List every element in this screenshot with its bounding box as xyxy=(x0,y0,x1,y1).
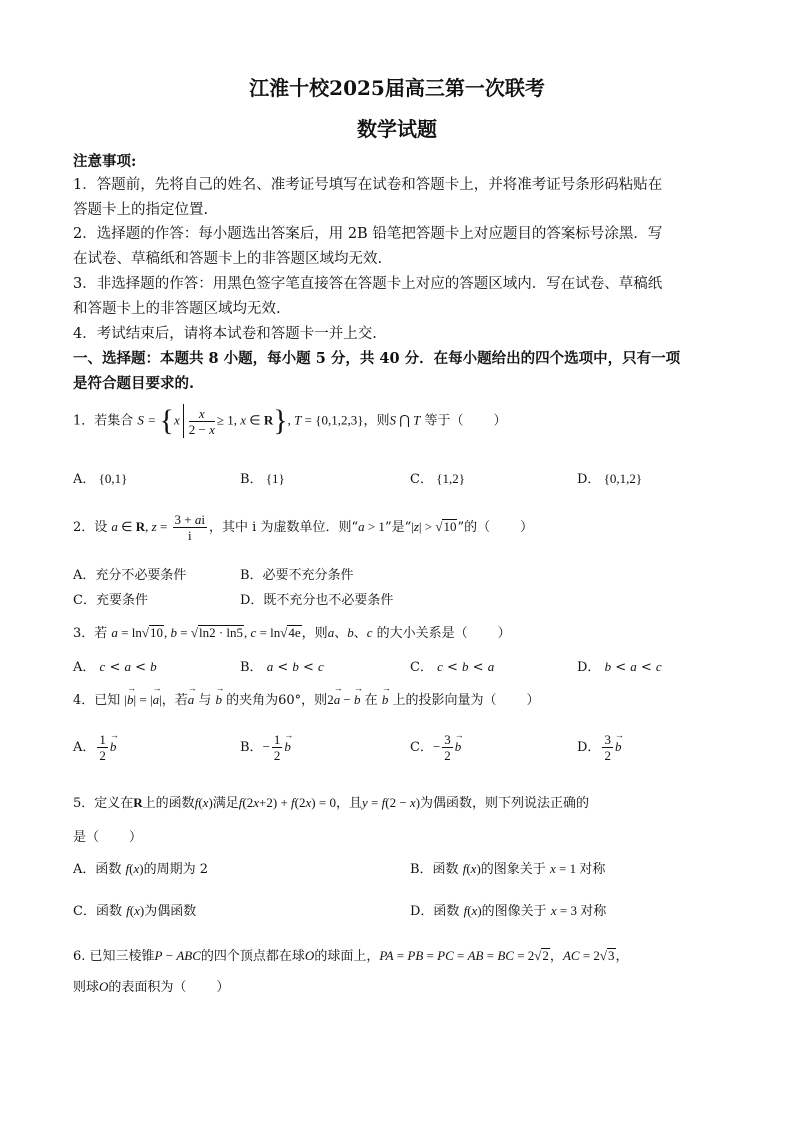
q5-option-a-pre: A．函数 xyxy=(73,862,122,877)
q4-t3: 的夹角为60°，则 xyxy=(226,693,328,708)
q6-t2: 的球面上， xyxy=(314,949,380,964)
q1-prefix: 1．若集合 xyxy=(73,413,134,429)
notice-item-1b: 答题卡上的指定位置. xyxy=(73,202,209,218)
q5-option-d-pre: D．函数 xyxy=(410,904,460,919)
q2-is: ”是“ xyxy=(384,520,412,535)
q4-option-a-label: A． xyxy=(73,740,96,755)
exam-subtitle: 数学试题 xyxy=(357,117,437,141)
notice-item-4: 4．考试结束后，请将本试卷和答题卡一并上交. xyxy=(73,326,377,342)
q1-tail: ，则 xyxy=(363,413,390,429)
question-6-line-2: 则球O的表面积为（ ） xyxy=(73,979,230,995)
q4-t5: 上的投影向量为（ xyxy=(392,693,497,708)
q1-option-b-label: B． xyxy=(240,472,263,487)
q5-prefix: 5．定义在 xyxy=(73,796,134,811)
question-1: 1．若集合 S = {x $\frac{x}{2 - x}$ ≥ 1, x ∈ R}, T = {0,1,2,3}，则S ⋂ T 等于（ ） xyxy=(73,404,507,437)
q2-option-a: A．充分不必要条件 xyxy=(73,568,187,583)
q2-end: ”的（ xyxy=(457,520,491,535)
q1-option-d-label: D． xyxy=(577,472,601,487)
q1-equals: 等于（ xyxy=(424,413,464,429)
q3-option-d: D． b < a < c xyxy=(577,659,662,675)
q3-option-c: C． c < b < a xyxy=(410,659,495,675)
q5-option-a: A．函数 f(x)的周期为 2 xyxy=(73,861,209,877)
q3-option-c-label: C． xyxy=(410,660,433,675)
q3-option-b-label: B． xyxy=(240,660,263,675)
q3-option-b: B． a < b < c xyxy=(240,659,324,675)
q3-option-a: A． c < a < b xyxy=(73,659,157,675)
q5-option-c-post: 为偶函数 xyxy=(144,904,197,919)
q1-option-c: C． {1,2} xyxy=(410,471,465,487)
q1-option-b: B． {1} xyxy=(240,471,285,487)
q4-option-d: D． $\frac{3}{2}$ → b xyxy=(577,732,621,763)
notice-item-2a: 2．选择题的作答：每小题选出答案后，用 2B 铅笔把答题卡上对应题目的答案标号涂黑．写 xyxy=(73,226,663,242)
q3-prefix: 3．若 xyxy=(73,626,108,641)
q2-prefix: 2．设 xyxy=(73,520,108,535)
q5-option-d-end: 对称 xyxy=(580,904,607,919)
q1-option-a: A． {0,1} xyxy=(73,471,128,487)
question-6: 6. 已知三棱锥P − ABC的四个顶点都在球O的球面上，PA = PB = PC = AB = BC = 2√2，AC = 2√3， xyxy=(73,948,629,964)
q2-option-c: C．充要条件 xyxy=(73,593,148,608)
q6-line2b: 的表面积为（ xyxy=(108,980,187,995)
q4-t1: ，若 xyxy=(161,693,188,708)
q6-close: ） xyxy=(216,980,230,995)
question-3: 3．若 a = ln√10, b = √ln2 · ln5, c = ln√4e，则a、b、c 的大小关系是（ ） xyxy=(73,625,511,641)
q4-option-b: B．− $\frac{1}{2}$ → b xyxy=(240,732,291,763)
q5-option-a-post: 的周期为 2 xyxy=(143,862,209,877)
notice-item-2b: 在试卷、草稿纸和答题卡上的非答题区域均无效. xyxy=(73,251,383,267)
q2-option-b: B．必要不充分条件 xyxy=(240,568,354,583)
notice-heading: 注意事项: xyxy=(73,153,137,170)
q4-option-c: C．− $\frac{3}{2}$ → b xyxy=(410,732,461,763)
q5-option-b-pre: B．函数 xyxy=(410,862,459,877)
q5-option-d-post: 的图像关于 xyxy=(481,904,547,919)
q5-option-c: C．函数 f(x)为偶函数 xyxy=(73,903,197,919)
q3-tail2: 的大小关系是（ xyxy=(376,626,468,641)
question-2: 2．设 a ∈ R, z = $\frac{3 + ai}{i}$ ，其中 i 为虚数单位．则“a > 1”是“|z| > √10”的（ ） xyxy=(73,512,534,543)
section-heading-1: 一、选择题：本题共 8 小题，每小题 5 分，共 40 分．在每小题给出的四个选项中，只有一项 xyxy=(73,350,681,367)
q4-t4: 在 xyxy=(364,693,378,708)
q4-option-b-label: B． xyxy=(240,740,263,755)
question-4: 4．已知 |→ b| = |→ a|，若→ a 与 → b 的夹角为60°，则2→ a − → b 在 → b 上的投影向量为（ ） xyxy=(73,689,540,708)
q5-close: ） xyxy=(129,830,143,845)
q5-t2: 满足 xyxy=(212,796,239,811)
q3-option-d-label: D． xyxy=(577,660,601,675)
q6-t1: 的四个顶点都在球 xyxy=(200,949,305,964)
notice-item-3b: 和答题卡上的非答题区域均无效. xyxy=(73,301,281,317)
q5-line2: 是（ xyxy=(73,830,100,845)
q5-option-c-pre: C．函数 xyxy=(73,904,122,919)
q5-t3: ，且 xyxy=(335,796,362,811)
q3-option-a-label: A． xyxy=(73,660,96,675)
q6-prefix: 6. 已知三棱锥 xyxy=(73,949,155,964)
q4-option-c-label: C． xyxy=(410,740,433,755)
question-5: 5．定义在R上的函数f(x)满足f(2x+2) + f(2x) = 0，且y = f(2 − x)为偶函数，则下列说法正确的 xyxy=(73,795,590,811)
q5-option-d: D．函数 f(x)的图像关于 x = 3 对称 xyxy=(410,903,607,919)
question-5-line-2 xyxy=(73,826,142,845)
q5-t4: 为偶函数，则下列说法正确的 xyxy=(420,796,590,811)
q4-close: ） xyxy=(526,693,540,708)
q6-line2a: 则球 xyxy=(73,980,100,995)
exam-title: 江淮十校2025届高三第一次联考 xyxy=(249,76,545,100)
notice-item-3a: 3．非选择题的作答：用黑色签字笔直接答在答题卡上对应的答题区域内．写在试卷、草稿纸 xyxy=(73,276,663,292)
q1-option-c-label: C． xyxy=(410,472,433,487)
q4-option-a: A． $\frac{1}{2}$ → b xyxy=(73,732,116,763)
q2-mid: ，其中 i 为虚数单位．则“ xyxy=(209,520,359,535)
q2-option-d: D．既不充分也不必要条件 xyxy=(240,593,394,608)
q5-option-b: B．函数 f(x)的图象关于 x = 1 对称 xyxy=(410,861,606,877)
q1-option-a-label: A． xyxy=(73,472,96,487)
q5-option-b-end: 对称 xyxy=(579,862,606,877)
q4-prefix: 4．已知 xyxy=(73,693,121,708)
section-heading-2: 是符合题目要求的. xyxy=(73,375,195,392)
q1-option-d: D． {0,1,2} xyxy=(577,471,643,487)
q1-close: ） xyxy=(493,413,507,429)
q5-t1: 上的函数 xyxy=(142,796,195,811)
q3-tail: ，则 xyxy=(301,626,328,641)
q4-t2: 与 xyxy=(198,693,212,708)
q3-close: ） xyxy=(497,626,511,641)
q4-option-d-label: D． xyxy=(577,740,601,755)
notice-item-1a: 1．答题前，先将自己的姓名、准考证号填写在试卷和答题卡上，并将准考证号条形码粘贴在 xyxy=(73,177,663,193)
q5-option-b-post: 的图象关于 xyxy=(480,862,546,877)
q2-close: ） xyxy=(520,520,534,535)
